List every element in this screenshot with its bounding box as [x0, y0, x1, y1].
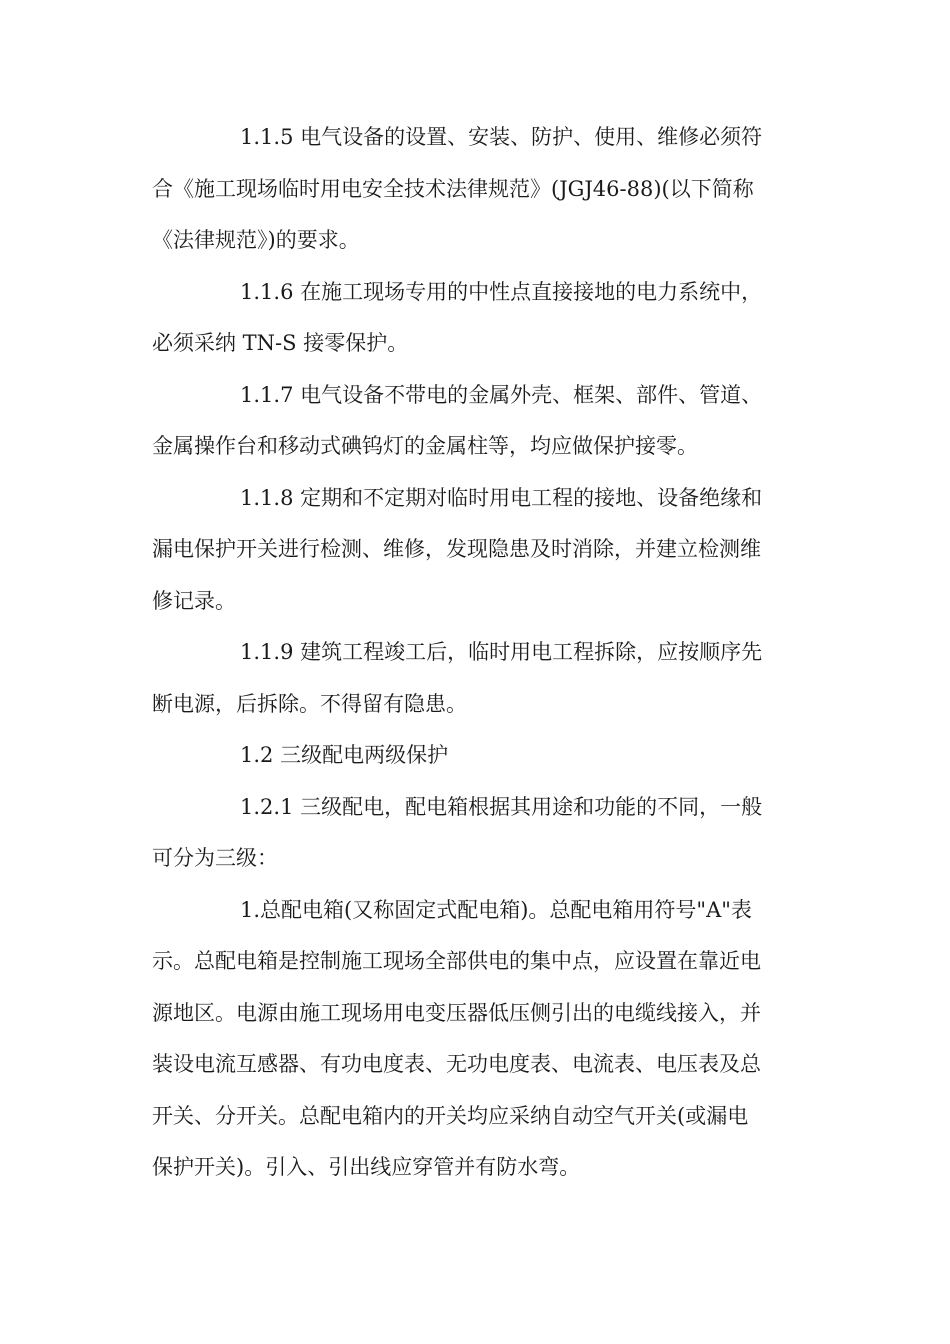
paragraph-line: 1.1.9 建筑工程竣工后，临时用电工程拆除，应按顺序先	[240, 640, 763, 664]
paragraph-line: 1.2.1 三级配电，配电箱根据其用途和功能的不同，一般	[240, 794, 763, 819]
paragraph-p-item-1	[152, 885, 802, 1194]
paragraph-p-1-1-7	[152, 370, 802, 473]
paragraph-line: 1.1.7 电气设备不带电的金属外壳、框架、部件、管道、	[240, 382, 763, 407]
paragraph-line: 装设电流互感器、有功电度表、无功电度表、电流表、电压表及总	[152, 1052, 761, 1076]
paragraph-line: 保护开关)。引入、引出线应穿管并有防水弯。	[152, 1155, 581, 1179]
paragraph-line: 必须采纳 TN-S 接零保护。	[152, 331, 409, 355]
document-body	[152, 112, 802, 1194]
paragraph-p-1-1-6	[152, 267, 802, 370]
paragraph-p-1-1-8	[152, 473, 802, 628]
paragraph-line: 《法律规范》)的要求。	[152, 228, 360, 252]
paragraph-line: 合《施工现场临时用电安全技术法律规范》(JGJ46-88)(以下简称	[152, 176, 754, 201]
paragraph-line: 1.1.6 在施工现场专用的中性点直接接地的电力系统中，	[240, 279, 763, 304]
paragraph-line: 1.1.8 定期和不定期对临时用电工程的接地、设备绝缘和	[240, 485, 763, 510]
paragraph-p-1-2-1	[152, 782, 802, 885]
paragraph-line: 源地区。电源由施工现场用电变压器低压侧引出的电缆线接入，并	[152, 1000, 761, 1025]
paragraph-line: 可分为三级：	[152, 846, 278, 870]
paragraph-p-1-1-9	[152, 627, 802, 730]
paragraph-line: 示。总配电箱是控制施工现场全部供电的集中点，应设置在靠近电	[152, 949, 761, 973]
paragraph-line: 修记录。	[152, 588, 236, 613]
paragraph-line: 1.1.5 电气设备的设置、安装、防护、使用、维修必须符	[240, 125, 763, 149]
paragraph-p-1-1-5	[152, 112, 802, 267]
paragraph-line: 断电源，后拆除。不得留有隐患。	[152, 691, 467, 716]
paragraph-line: 漏电保护开关进行检测、维修，发现隐患及时消除，并建立检测维	[152, 537, 761, 561]
paragraph-line: 1.2 三级配电两级保护	[240, 743, 449, 767]
paragraph-line: 1.总配电箱(又称固定式配电箱)。总配电箱用符号"A"表	[240, 897, 752, 922]
paragraph-line: 开关、分开关。总配电箱内的开关均应采纳自动空气开关(或漏电	[152, 1103, 749, 1128]
paragraph-line: 金属操作台和移动式碘钨灯的金属柱等，均应做保护接零。	[152, 434, 698, 458]
paragraph-p-1-2	[152, 730, 802, 782]
